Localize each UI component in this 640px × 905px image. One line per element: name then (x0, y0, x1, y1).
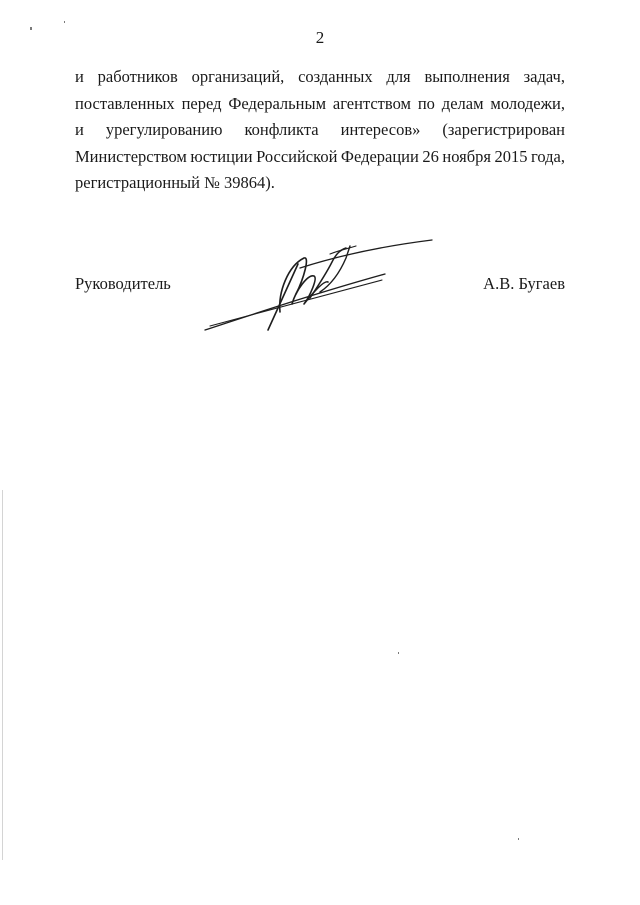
body-text (75, 64, 565, 197)
scan-speck (64, 21, 65, 23)
text-line-5: регистрационный № 39864). (75, 173, 275, 192)
text-line-3: и урегулированию конфликта интересов» (зарегистрирован (75, 120, 565, 139)
text-line-2: поставленных перед Федеральным агентством по делам молодежи, (75, 93, 565, 113)
scan-speck (398, 652, 399, 654)
text-line-4: Министерством юстиции Российской Федерации 26 ноября 2015 года, (75, 146, 565, 166)
scan-speck (30, 27, 32, 30)
page-number: 2 (315, 28, 325, 47)
text-line-1: и работников организаций, созданных для выполнения задач, (75, 67, 565, 86)
signatory-name: А.В. Бугаев (483, 274, 565, 293)
signatory-role: Руководитель (75, 274, 171, 293)
scan-speck (518, 838, 519, 840)
scan-edge-line (2, 490, 3, 860)
signature-block (75, 274, 565, 294)
